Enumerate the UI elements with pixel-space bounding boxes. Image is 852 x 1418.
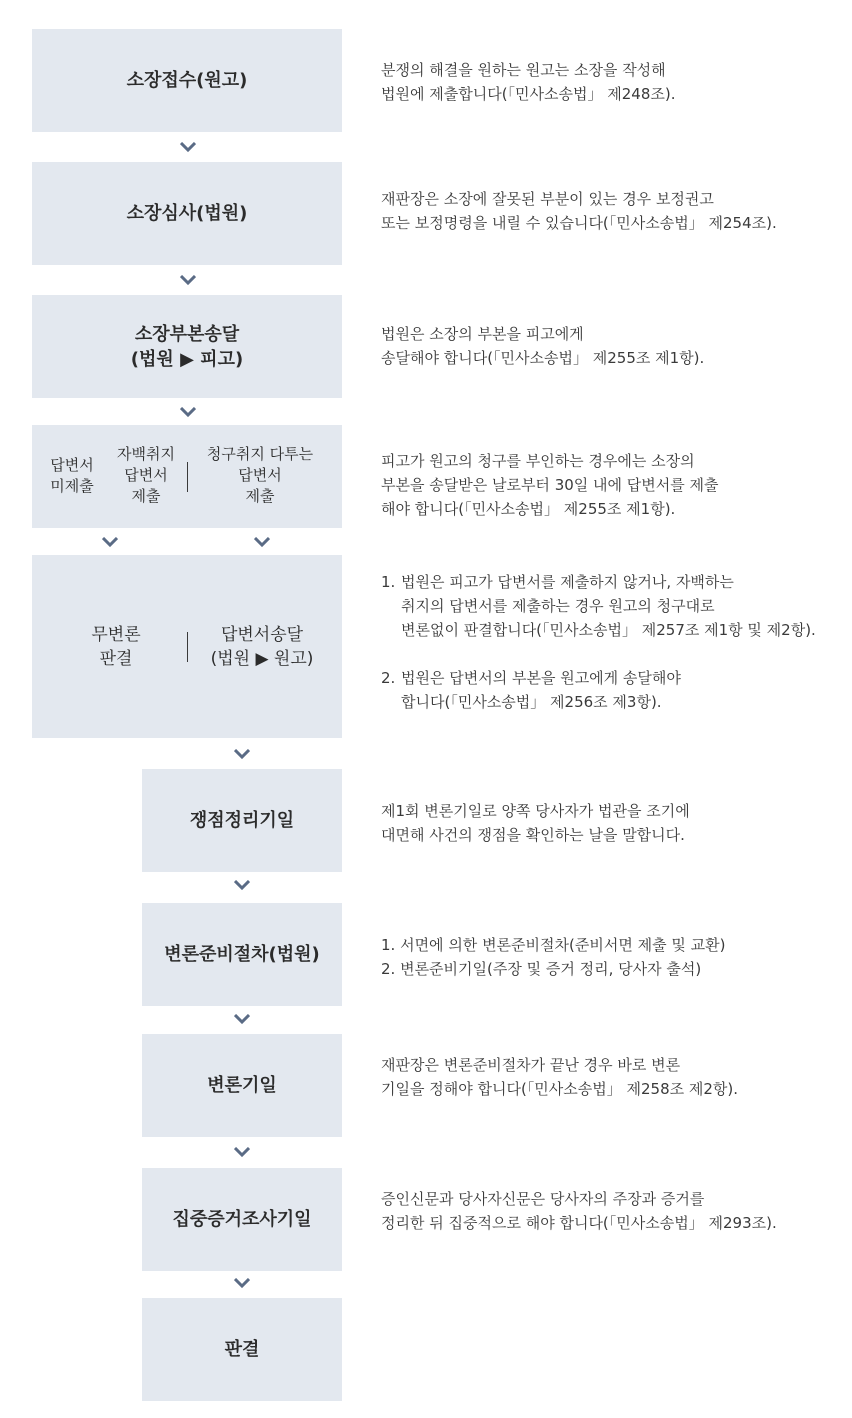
description-line: 대면해 사건의 쟁점을 확인하는 날을 말합니다. bbox=[381, 826, 685, 844]
description-line: 취지의 답변서를 제출하는 경우 원고의 청구대로 bbox=[401, 597, 715, 615]
label-line: (법원 ▶ 원고) bbox=[210, 649, 314, 669]
description-line: 증인신문과 당사자신문은 당사자의 주장과 증거를 bbox=[381, 1190, 705, 1208]
step-description bbox=[381, 58, 676, 106]
description-line: 변론없이 판결합니다(「민사소송법」 제257조 제1항 및 제2항). bbox=[401, 621, 816, 639]
step-description bbox=[381, 322, 704, 370]
option-no-answer bbox=[44, 455, 100, 497]
step-description bbox=[381, 187, 777, 235]
option-line: 답변서 bbox=[124, 466, 168, 484]
step-title: 쟁점정리기일 bbox=[189, 810, 295, 831]
description-item bbox=[381, 666, 846, 714]
step-title-line: 소장부본송달 bbox=[134, 323, 240, 345]
step-title: 판결 bbox=[224, 1339, 260, 1360]
step-description bbox=[381, 1187, 777, 1235]
option-line: 청구취지 다투는 bbox=[206, 445, 314, 463]
step-box-pleading-preparation bbox=[142, 903, 342, 1006]
option-line: 미제출 bbox=[50, 477, 94, 495]
label-line: 무변론 bbox=[91, 625, 141, 645]
step-description bbox=[381, 799, 690, 847]
description-line: 부본을 송달받은 날로부터 30일 내에 답변서를 제출 bbox=[381, 476, 719, 494]
step-description bbox=[381, 1053, 738, 1101]
step-title-line: (법원 ▶ 피고) bbox=[130, 348, 244, 370]
chevron-down-icon bbox=[102, 537, 116, 547]
chevron-down-icon bbox=[234, 1147, 248, 1157]
chevron-down-icon bbox=[180, 142, 194, 152]
step-box-complaint-service bbox=[32, 295, 342, 398]
item-number: 2. bbox=[381, 669, 396, 687]
step-title: 소장심사(법원) bbox=[126, 203, 248, 224]
answer-service-label bbox=[198, 623, 326, 671]
description-line: 법원은 답변서의 부본을 원고에게 송달해야 bbox=[401, 669, 681, 687]
step-title: 변론준비절차(법원) bbox=[164, 944, 320, 965]
step-box-complaint-review bbox=[32, 162, 342, 265]
description-line: 2. 변론준비기일(주장 및 증거 정리, 당사자 출석) bbox=[381, 960, 702, 978]
description-line: 합니다(「민사소송법」 제256조 제3항). bbox=[401, 693, 662, 711]
label-line: 판결 bbox=[99, 649, 133, 669]
description-line: 법원은 소장의 부본을 피고에게 bbox=[381, 325, 584, 343]
option-line: 답변서 bbox=[50, 456, 94, 474]
step-box-pleading-date bbox=[142, 1034, 342, 1137]
step-description bbox=[381, 933, 725, 981]
step-box-complaint-filing bbox=[32, 29, 342, 132]
description-line: 제1회 변론기일로 양쪽 당사자가 법관을 조기에 bbox=[381, 802, 690, 820]
divider bbox=[187, 462, 188, 492]
description-line: 또는 보정명령을 내릴 수 있습니다(「민사소송법」 제254조). bbox=[381, 214, 777, 232]
divider bbox=[187, 632, 188, 662]
chevron-down-icon bbox=[234, 1014, 248, 1024]
step-title: 소장접수(원고) bbox=[126, 70, 248, 91]
step-box-evidence-examination bbox=[142, 1168, 342, 1271]
chevron-down-icon bbox=[234, 749, 248, 759]
option-dispute-answer bbox=[196, 444, 324, 507]
chevron-down-icon bbox=[234, 1278, 248, 1288]
step-description bbox=[381, 449, 719, 521]
description-line: 법원은 피고가 답변서를 제출하지 않거나, 자백하는 bbox=[401, 573, 734, 591]
option-line: 제출 bbox=[131, 487, 161, 505]
description-line: 정리한 뒤 집중적으로 해야 합니다(「민사소송법」 제293조). bbox=[381, 1214, 777, 1232]
option-line: 자백취지 bbox=[117, 445, 175, 463]
step-description bbox=[381, 570, 846, 714]
step-box-judgment bbox=[142, 1298, 342, 1401]
chevron-down-icon bbox=[180, 275, 194, 285]
step-box-issue-arrangement bbox=[142, 769, 342, 872]
label-line: 답변서송달 bbox=[220, 625, 304, 645]
default-judgment-label bbox=[76, 623, 156, 671]
spacer bbox=[381, 642, 846, 666]
option-line: 답변서 bbox=[238, 466, 282, 484]
step-title: 집중증거조사기일 bbox=[172, 1209, 312, 1230]
description-line: 재판장은 변론준비절차가 끝난 경우 바로 변론 bbox=[381, 1056, 681, 1074]
item-number: 1. bbox=[381, 573, 396, 591]
description-line: 재판장은 소장에 잘못된 부분이 있는 경우 보정권고 bbox=[381, 190, 714, 208]
description-line: 법원에 제출합니다(「민사소송법」 제248조). bbox=[381, 85, 676, 103]
description-line: 피고가 원고의 청구를 부인하는 경우에는 소장의 bbox=[381, 452, 695, 470]
description-line: 기일을 정해야 합니다(「민사소송법」 제258조 제2항). bbox=[381, 1080, 739, 1098]
description-line: 1. 서면에 의한 변론준비절차(준비서면 제출 및 교환) bbox=[381, 936, 726, 954]
description-line: 분쟁의 해결을 원하는 원고는 소장을 작성해 bbox=[381, 61, 666, 79]
option-confession-answer bbox=[108, 444, 184, 507]
chevron-down-icon bbox=[234, 880, 248, 890]
description-item bbox=[381, 570, 846, 642]
option-line: 제출 bbox=[245, 487, 275, 505]
chevron-down-icon bbox=[180, 407, 194, 417]
chevron-down-icon bbox=[254, 537, 268, 547]
step-title: 변론기일 bbox=[207, 1075, 277, 1096]
description-line: 송달해야 합니다(「민사소송법」 제255조 제1항). bbox=[381, 349, 705, 367]
description-line: 해야 합니다(「민사소송법」 제255조 제1항). bbox=[381, 500, 676, 518]
